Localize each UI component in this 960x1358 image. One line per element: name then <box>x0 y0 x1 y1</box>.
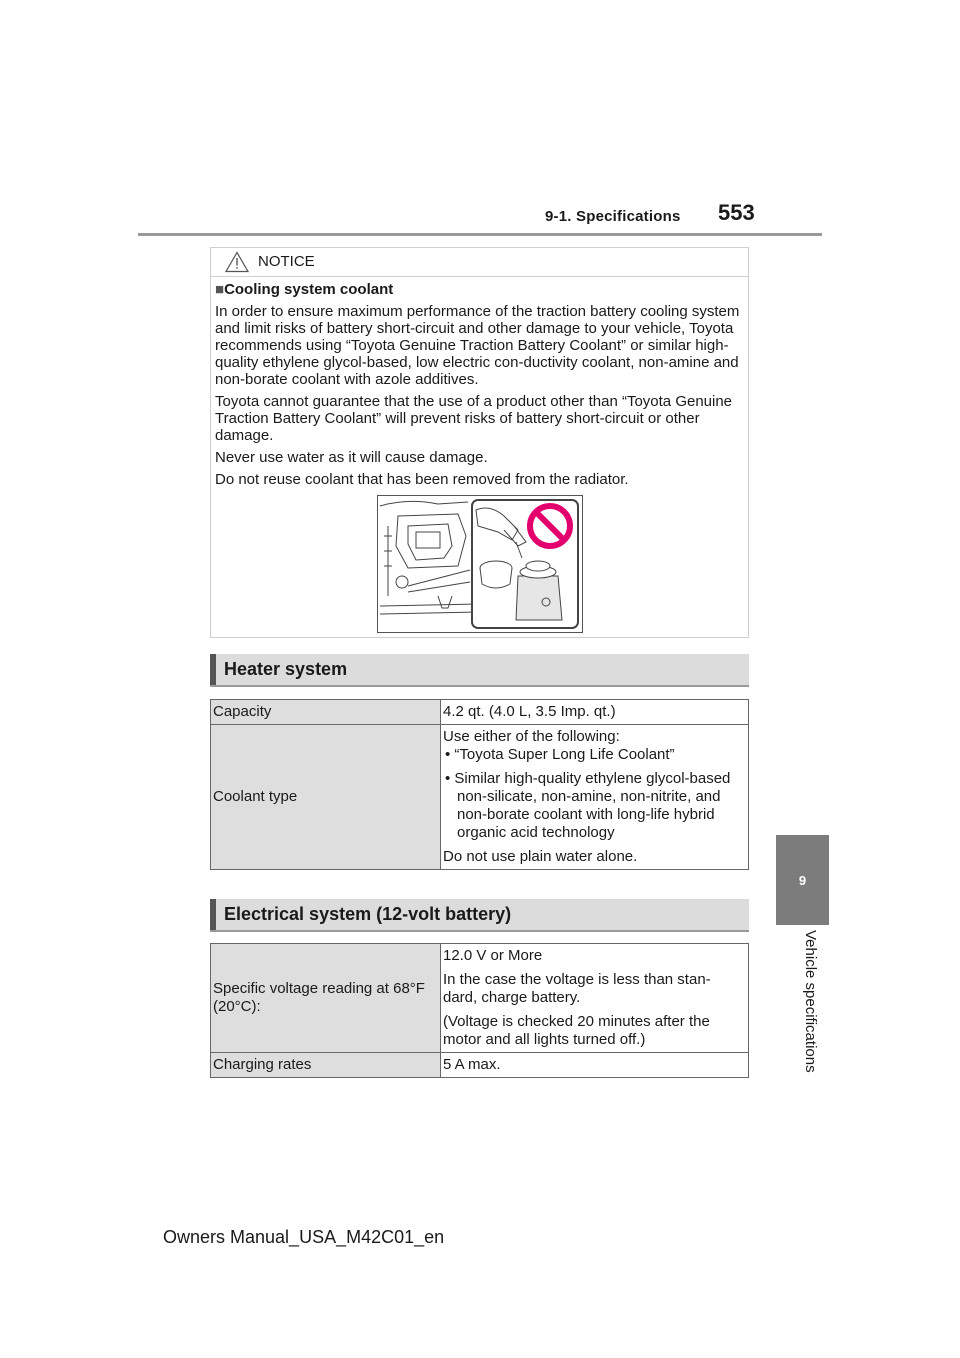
table-row <box>211 1053 749 1078</box>
warning-triangle-icon <box>225 251 249 273</box>
capacity-value: 4.2 qt. (4.0 L, 3.5 Imp. qt.) <box>441 700 749 725</box>
header-divider <box>138 233 822 236</box>
charging-label: Charging rates <box>211 1053 441 1078</box>
chapter-label: Vehicle specifications <box>802 930 819 1073</box>
electrical-system-title: Electrical system (12-volt battery) <box>224 904 512 924</box>
notice-box <box>210 247 749 638</box>
voltage-reading: 12.0 V or More <box>443 947 543 964</box>
notice-body <box>211 277 748 488</box>
coolant-type-label: Coolant type <box>211 725 441 870</box>
notice-header <box>211 248 748 277</box>
chapter-tab <box>776 835 829 925</box>
notice-paragraph: In order to ensure maximum performance of the traction battery cooling system and limit risks of battery short-circuit and other damage to your vehicle, Toyota recommends using “Toyota Genuine Traction Battery Coolant” or similar high-quality ethylene glycol-based, low electric con-ductivity coolant, non-amine and non-borate coolant with azole additives. <box>215 303 740 388</box>
charging-value: 5 A max. <box>441 1053 749 1078</box>
coolant-intro: Use either of the following: <box>443 728 620 745</box>
coolant-type-value <box>441 725 749 870</box>
square-bullet-icon: ■ <box>215 281 225 298</box>
notice-paragraph: Do not reuse coolant that has been removed from the radiator. <box>215 471 629 488</box>
voltage-note: (Voltage is checked 20 minutes after the motor and all lights turned off.) <box>443 1013 710 1048</box>
electrical-spec-table <box>210 943 749 1078</box>
voltage-label: Specific voltage reading at 68°F (20°C): <box>211 944 441 1053</box>
coolant-option: • Similar high-quality ethylene glycol-based non-silicate, non-amine, non-nitrite, and non-borate coolant with long-life hybrid organic acid technology <box>445 770 731 841</box>
table-row <box>211 944 749 1053</box>
capacity-label: Capacity <box>211 700 441 725</box>
notice-heading-text: Cooling system coolant <box>224 281 394 298</box>
chapter-number: 9 <box>798 873 807 888</box>
coolant-option: • “Toyota Super Long Life Coolant” <box>445 746 675 763</box>
table-row <box>211 725 749 870</box>
electrical-system-heading <box>210 899 749 932</box>
section-title: 9-1. Specifications <box>545 208 681 225</box>
engine-bay-drawing <box>378 496 582 632</box>
coolant-reuse-prohibited-illustration <box>377 495 583 633</box>
page-number: 553 <box>718 200 755 225</box>
coolant-note: Do not use plain water alone. <box>443 848 638 865</box>
voltage-note: In the case the voltage is less than stan-dard, charge battery. <box>443 971 711 1006</box>
table-row <box>211 700 749 725</box>
notice-paragraph: Toyota cannot guarantee that the use of a product other than “Toyota Genuine Traction Battery Coolant” will prevent risks of battery short-circuit or other damage. <box>215 393 733 444</box>
heater-spec-table <box>210 699 749 870</box>
notice-heading <box>215 281 740 298</box>
footer-text: Owners Manual_USA_M42C01_en <box>163 1227 445 1247</box>
heater-system-title: Heater system <box>224 659 348 679</box>
notice-paragraph: Never use water as it will cause damage. <box>215 449 488 466</box>
voltage-value <box>441 944 749 1053</box>
notice-title: NOTICE <box>258 253 315 270</box>
heater-system-heading <box>210 654 749 687</box>
